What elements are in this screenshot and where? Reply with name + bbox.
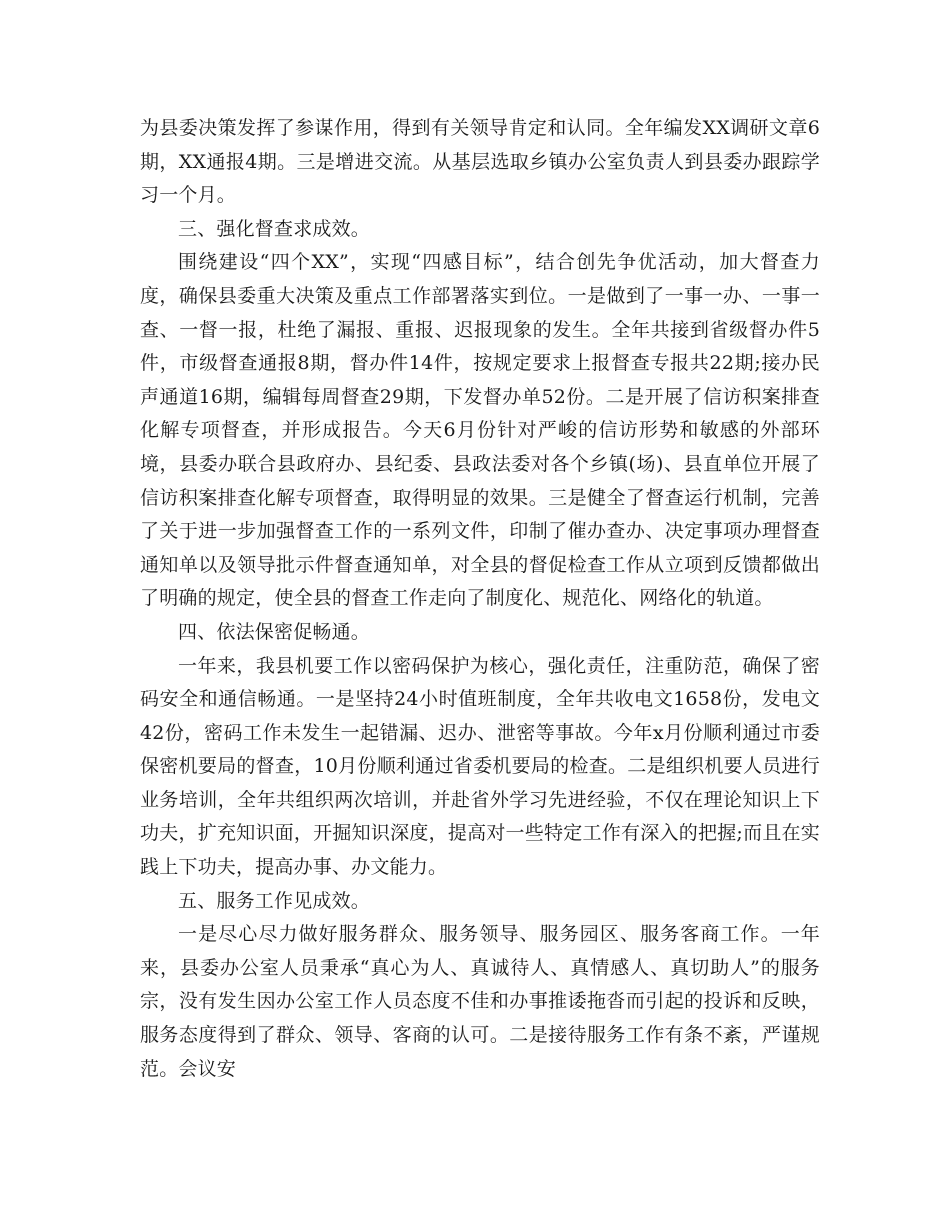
document-body <box>140 112 820 1086</box>
section-heading-3: 三、强化督查求成效。 <box>178 217 371 240</box>
paragraph-confidential: 一年来，我县机要工作以密码保护为核心，强化责任，注重防范，确保了密码安全和通信畅通。一是坚持24小时值班制度，全年共收电文1658份，发电文42份，密码工作未发生一起错漏、迟办、泄密等事故。今年x月份顺利通过市委保密机要局的督查，10月份顺利通过省委机要局的检查。二是组织机要人员进行业务培训，全年共组织两次培训，并赴省外学习先进经验，不仅在理论知识上下功夫，扩充知识面，开掘知识深度，提高对一些特定工作有深入的把握;而且在实践上下功夫，提高办事、办文能力。 <box>140 654 820 879</box>
section-heading-5: 五、服务工作见成效。 <box>178 889 371 912</box>
paragraph-service: 一是尽心尽力做好服务群众、服务领导、服务园区、服务客商工作。一年来，县委办公室人员秉承“真心为人、真诚待人、真情感人、真切助人”的服务宗，没有发生因办公室工作人员态度不佳和办事推诿拖沓而引起的投诉和反映，服务态度得到了群众、领导、客商的认可。二是接待服务工作有条不紊，严谨规范。会议安 <box>140 923 820 1080</box>
section-heading-4: 四、依法保密促畅通。 <box>178 620 371 643</box>
paragraph-continued: 为县委决策发挥了参谋作用，得到有关领导肯定和认同。全年编发XX调研文章6期，XX通报4期。三是增进交流。从基层选取乡镇办公室负责人到县委办跟踪学习一个月。 <box>140 117 820 207</box>
paragraph-supervision: 围绕建设“四个XX”，实现“四感目标”，结合创先争优活动，加大督查力度，确保县委重大决策及重点工作部署落实到位。一是做到了一事一办、一事一查、一督一报，杜绝了漏报、重报、迟报现象的发生。全年共接到省级督办件5件，市级督查通报8期，督办件14件，按规定要求上报督查专报共22期;接办民声通道16期，编辑每周督查29期，下发督办单52份。二是开展了信访积案排查化解专项督查，并形成报告。今天6月份针对严峻的信访形势和敏感的外部环境，县委办联合县政府办、县纪委、县政法委对各个乡镇(场)、县直单位开展了信访积案排查化解专项督查，取得明显的效果。三是健全了督查运行机制，完善了关于进一步加强督查工作的一系列文件，印制了催办查办、决定事项办理督查通知单以及领导批示件督查通知单，对全县的督促检查工作从立项到反馈都做出了明确的规定，使全县的督查工作走向了制度化、规范化、网络化的轨道。 <box>140 251 820 610</box>
